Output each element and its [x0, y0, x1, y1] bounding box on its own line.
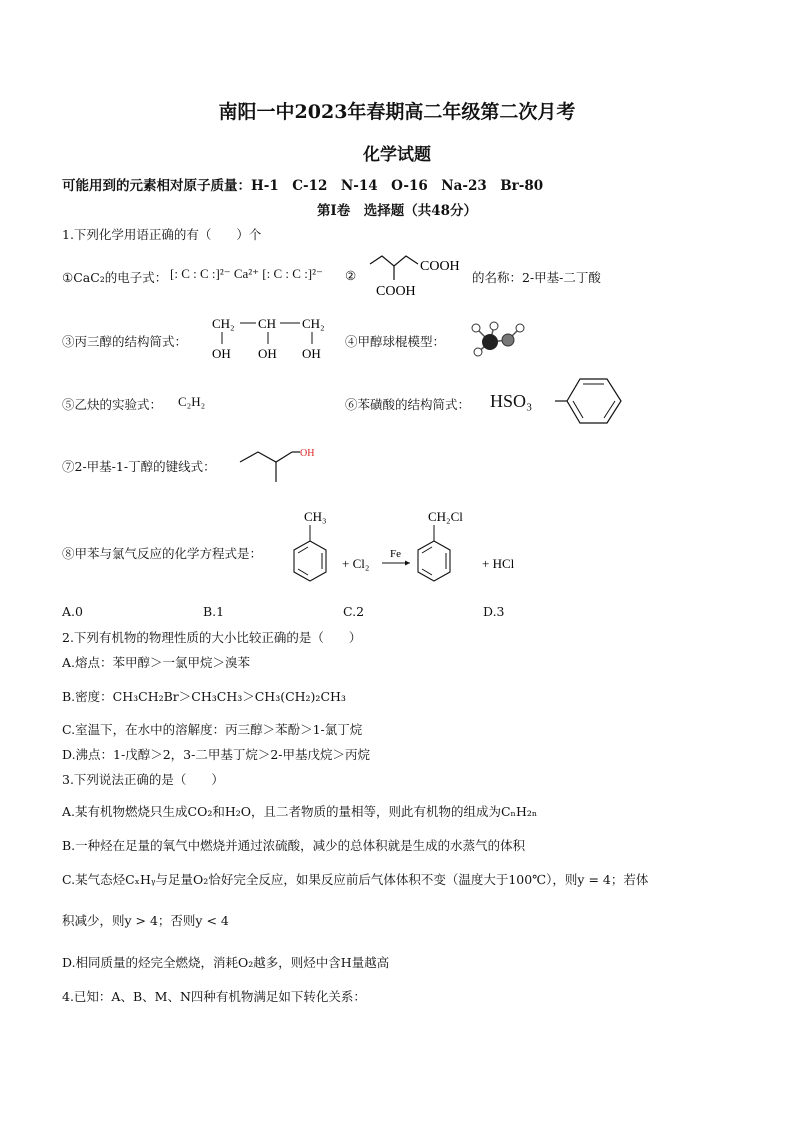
q3-option-c-line2: 积减少，则y > 4；否则y < 4 [62, 913, 229, 928]
q3-option-b: B.一种烃在足量的氧气中燃烧并通过浓硫酸，减少的总体积就是生成的水蒸气的体积 [62, 838, 526, 853]
fe-catalyst: Fe [390, 548, 401, 560]
q2-option-a: A.熔点：苯甲醇＞一氯甲烷＞溴苯 [62, 655, 251, 670]
q1-item5: ⑤乙炔的实验式： [62, 397, 163, 412]
q1-item1-formula: [: C : C :]²⁻ Ca²⁺ [: C : C :]²⁻ [170, 266, 323, 281]
q1-option-d: D.3 [483, 604, 505, 619]
benzene-ring-icon [555, 374, 630, 428]
skeletal-oh: OH [300, 448, 315, 459]
q1-option-b: B.1 [203, 604, 225, 619]
q1-item1: ①CaC₂的电子式： [62, 270, 168, 285]
section-title: 第Ⅰ卷 选择题（共48分） [316, 203, 478, 219]
subject-title: 化学试题 [363, 145, 431, 165]
reaction-equation [286, 505, 526, 595]
q3-stem: 3.下列说法正确的是（ ） [62, 772, 224, 787]
glycerol-ch2-right: CH₂ [302, 316, 325, 331]
q1-item6-formula: HSO₃ [490, 391, 533, 411]
glycerol-oh-2: OH [258, 346, 277, 361]
q1-item8: ⑧甲苯与氯气反应的化学方程式是： [62, 546, 263, 561]
q1-option-a: A.0 [62, 604, 83, 619]
methanol-ball-stick-model [462, 318, 532, 360]
q1-item2-prefix: ② [345, 268, 357, 283]
q1-stem: 1.下列化学用语正确的有（ ）个 [62, 227, 262, 242]
product-ch2cl: CH₂Cl [428, 509, 463, 524]
item2-structure-diagram [360, 250, 472, 302]
glycerol-ch2-left: CH₂ [212, 316, 235, 331]
q1-item2-suffix: 的名称：2-甲基-二丁酸 [472, 270, 601, 285]
q3-option-a: A.某有机物燃烧只生成CO₂和H₂O，且二者物质的量相等，则此有机物的组成为CₙH₂ₙ [62, 804, 538, 819]
q2-option-c: C.室温下，在水中的溶解度：丙三醇＞苯酚＞1-氯丁烷 [62, 722, 363, 737]
q3-option-c-line1: C.某气态烃CₓHᵧ与足量O₂恰好完全反应，如果反应前后气体体积不变（温度大于100℃），则y = 4；若体 [62, 872, 649, 887]
cl2-term: + Cl₂ [342, 556, 370, 571]
q1-item6: ⑥苯磺酸的结构简式： [345, 397, 471, 412]
q4-stem: 4.已知：A、B、M、N四种有机物满足如下转化关系： [62, 989, 366, 1004]
glycerol-structure [208, 312, 333, 364]
glycerol-oh-3: OH [302, 346, 321, 361]
atomic-masses: 可能用到的元素相对原子质量：H-1 C-12 N-14 O-16 Na-23 Br-80 [62, 178, 544, 194]
q2-option-b: B.密度：CH₃CH₂Br＞CH₃CH₃＞CH₃(CH₂)₂CH₃ [62, 689, 346, 704]
skeletal-formula [236, 442, 326, 490]
item2-cooh-bottom: COOH [376, 284, 416, 299]
q3-option-d: D.相同质量的烃完全燃烧，消耗O₂越多，则烃中含H量越高 [62, 955, 390, 970]
hcl-term: + HCl [482, 556, 515, 571]
q1-item7: ⑦2-甲基-1-丁醇的键线式： [62, 459, 216, 474]
q1-item3: ③丙三醇的结构简式： [62, 334, 188, 349]
item2-cooh-top: COOH [420, 259, 460, 274]
q1-option-c: C.2 [343, 604, 365, 619]
q2-stem: 2.下列有机物的物理性质的大小比较正确的是（ ） [62, 630, 362, 645]
q1-item4: ④甲醇球棍模型： [345, 334, 446, 349]
page-title: 南阳一中2023年春期高二年级第二次月考 [218, 101, 576, 123]
glycerol-oh-1: OH [212, 346, 231, 361]
toluene-ch3: CH₃ [304, 509, 327, 524]
q1-item5-formula: C₂H₂ [178, 394, 206, 409]
glycerol-ch: CH [258, 316, 277, 331]
q2-option-d: D.沸点：1-戊醇＞2，3-二甲基丁烷＞2-甲基戊烷＞丙烷 [62, 747, 371, 762]
